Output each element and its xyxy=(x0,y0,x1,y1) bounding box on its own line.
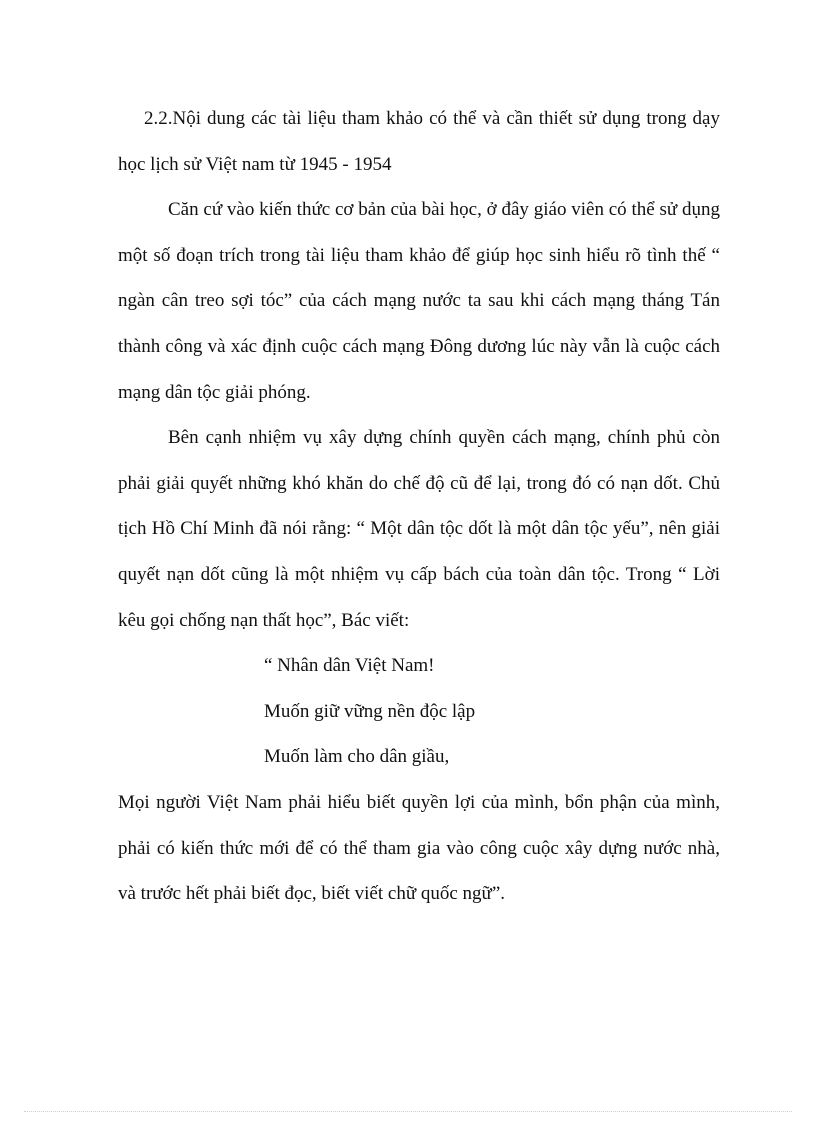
body-paragraph: Căn cứ vào kiến thức cơ bản của bài học, ở đây giáo viên có thể sử dụng một số đoạn trích trong tài liệu tham khảo để giúp học sinh hiểu rõ tình thế “ ngàn cân treo sợi tóc” của cách mạng nước ta sau khi cách mạng tháng Tán thành công và xác định cuộc cách mạng Đông dương lúc này vẫn là cuộc cách mạng dân tộc giải phóng. xyxy=(118,199,720,403)
quote-line: Muốn giữ vững nền độc lập xyxy=(264,700,476,722)
closing-paragraph: Mọi người Việt Nam phải hiểu biết quyền lợi của mình, bổn phận của mình, phải có kiến thức mới để có thể tham gia vào công cuộc xây dựng nước nhà, và trước hết phải biết đọc, biết viết chữ quốc ngữ”. xyxy=(118,791,720,905)
body-paragraph: Bên cạnh nhiệm vụ xây dựng chính quyền cách mạng, chính phủ còn phải giải quyết những khó khăn do chế độ cũ để lại, trong đó có nạn dốt. Chủ tịch Hồ Chí Minh đã nói rằng: “ Một dân tộc dốt là một dân tộc yếu”, nên giải quyết nạn dốt cũng là một nhiệm vụ cấp bách của toàn dân tộc. Trong “ Lời kêu gọi chống nạn thất học”, Bác viết: xyxy=(118,427,720,631)
page-bottom-divider xyxy=(24,1111,792,1112)
document-body xyxy=(118,96,720,917)
quote-line: “ Nhân dân Việt Nam! xyxy=(264,655,435,677)
quote-line: Muốn làm cho dân giầu, xyxy=(264,746,450,768)
section-heading-paragraph: 2.2.Nội dung các tài liệu tham khảo có thể và cần thiết sử dụng trong dạy học lịch sử Việt nam từ 1945 - 1954 xyxy=(118,108,720,175)
